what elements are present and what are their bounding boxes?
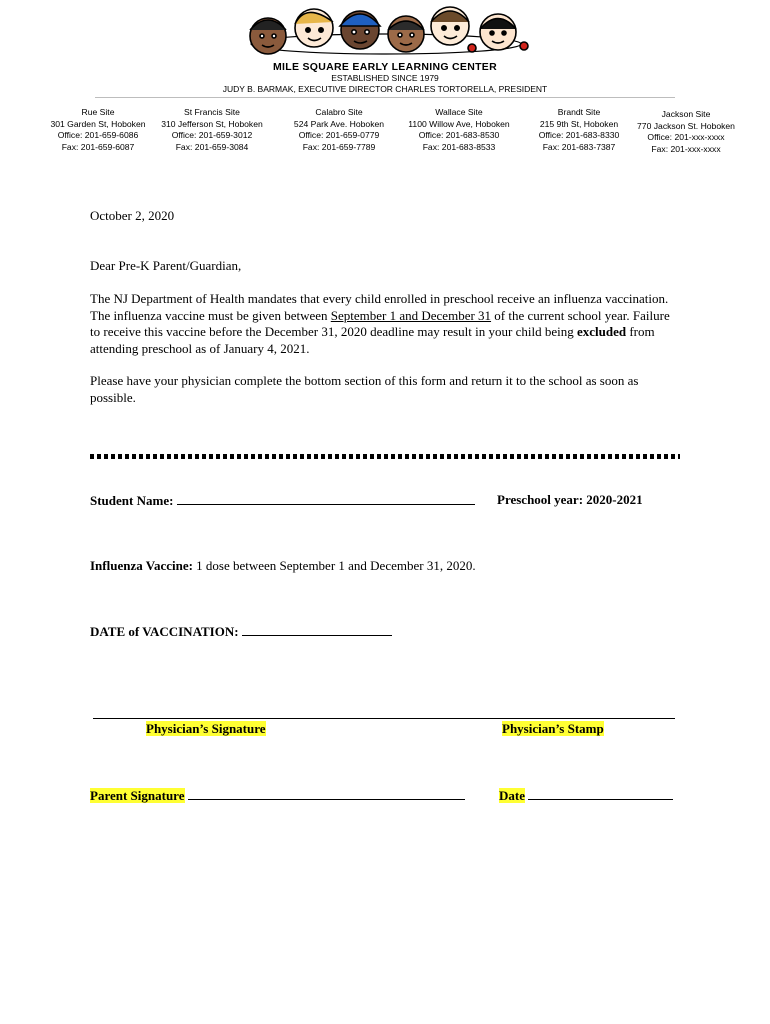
site-office: Office: 201-659-3012	[171, 130, 253, 140]
site-st-francis	[152, 107, 272, 153]
influenza-text: 1 dose between September 1 and December 31, 2020.	[192, 558, 476, 573]
p1-bold-excluded: excluded	[576, 324, 627, 339]
site-rue	[38, 107, 158, 153]
student-name-row	[90, 492, 475, 509]
site-address: 310 Jefferson St, Hoboken	[161, 118, 263, 129]
site-address: 1100 Willow Ave, Hoboken	[408, 118, 510, 129]
physician-signature-line[interactable]	[93, 718, 675, 719]
letter-paragraph-2: Please have your physician complete the bottom section of this form and return it to the school as soon as possible.	[90, 373, 639, 405]
preschool-year: Preschool year: 2020-2021	[497, 492, 643, 507]
influenza-label: Influenza Vaccine:	[90, 558, 193, 573]
site-name: St Francis Site	[184, 107, 240, 117]
letter-paragraph-1	[90, 291, 680, 357]
site-office: Office: 201-659-0779	[298, 130, 380, 140]
site-fax: Fax: 201-683-7387	[542, 141, 616, 152]
p1-text-b: of the current school year. Failure to receive this vaccine before the December 31, 2020 deadline may result in your child being	[90, 307, 670, 339]
site-address: 301 Garden St, Hoboken	[50, 118, 146, 129]
date-row	[499, 787, 673, 804]
site-brandt	[519, 107, 639, 153]
site-name: Calabro Site	[315, 107, 363, 117]
p1-underlined-dates: September 1 and December 31	[330, 307, 492, 323]
header-divider	[95, 97, 675, 98]
letter-salutation: Dear Pre-K Parent/Guardian,	[90, 258, 242, 273]
physician-stamp-label	[502, 721, 604, 737]
student-name-field[interactable]	[177, 492, 475, 505]
date-field[interactable]	[528, 787, 673, 800]
date-label: Date	[499, 788, 525, 803]
site-wallace	[399, 107, 519, 153]
influenza-row	[90, 558, 476, 574]
site-jackson	[626, 109, 746, 155]
parent-signature-label: Parent Signature	[90, 788, 185, 803]
p1-text-a: The NJ Department of Health mandates that every child enrolled in preschool receive an influenza vaccination. The influenza vaccine must be given between	[90, 291, 669, 323]
site-fax: Fax: 201-659-6087	[61, 141, 135, 152]
established-line: ESTABLISHED SINCE 1979	[331, 73, 439, 83]
center-name: MILE SQUARE EARLY LEARNING CENTER	[272, 61, 497, 73]
letter-date: October 2, 2020	[90, 208, 175, 223]
vaccination-date-label: DATE of VACCINATION:	[90, 624, 239, 639]
parent-signature-row	[90, 787, 465, 804]
site-address: 215 9th St, Hoboken	[539, 118, 619, 129]
site-fax: Fax: 201-683-8533	[422, 141, 496, 152]
site-address: 524 Park Ave. Hoboken	[293, 118, 385, 129]
student-name-label: Student Name:	[90, 493, 174, 508]
site-calabro	[279, 107, 399, 153]
p1-text-c: from attending preschool as of January 4, 2021.	[90, 324, 655, 356]
site-name: Brandt Site	[557, 107, 601, 117]
site-office: Office: 201-683-8330	[538, 130, 620, 140]
physician-signature-label	[146, 721, 266, 737]
site-address: 770 Jackson St. Hoboken	[637, 120, 735, 131]
directors-line: JUDY B. BARMAK, EXECUTIVE DIRECTOR CHARLES TORTORELLA, PRESIDENT	[222, 84, 548, 94]
site-name: Wallace Site	[435, 107, 483, 117]
site-fax: Fax: 201-xxx-xxxx	[651, 143, 721, 154]
physician-stamp-text: Physician’s Stamp	[502, 721, 604, 736]
vaccination-date-row	[90, 623, 392, 640]
vaccination-date-field[interactable]	[242, 623, 392, 636]
cut-line-divider	[90, 454, 680, 459]
site-fax: Fax: 201-659-7789	[302, 141, 376, 152]
site-office: Office: 201-659-6086	[57, 130, 139, 140]
site-fax: Fax: 201-659-3084	[175, 141, 249, 152]
parent-signature-field[interactable]	[188, 787, 465, 800]
cartoon-children-logo-icon	[236, 2, 536, 62]
site-name: Rue Site	[81, 107, 115, 117]
site-office: Office: 201-xxx-xxxx	[647, 132, 725, 142]
site-name: Jackson Site	[661, 109, 711, 119]
physician-signature-text: Physician’s Signature	[146, 721, 266, 736]
site-office: Office: 201-683-8530	[418, 130, 500, 140]
